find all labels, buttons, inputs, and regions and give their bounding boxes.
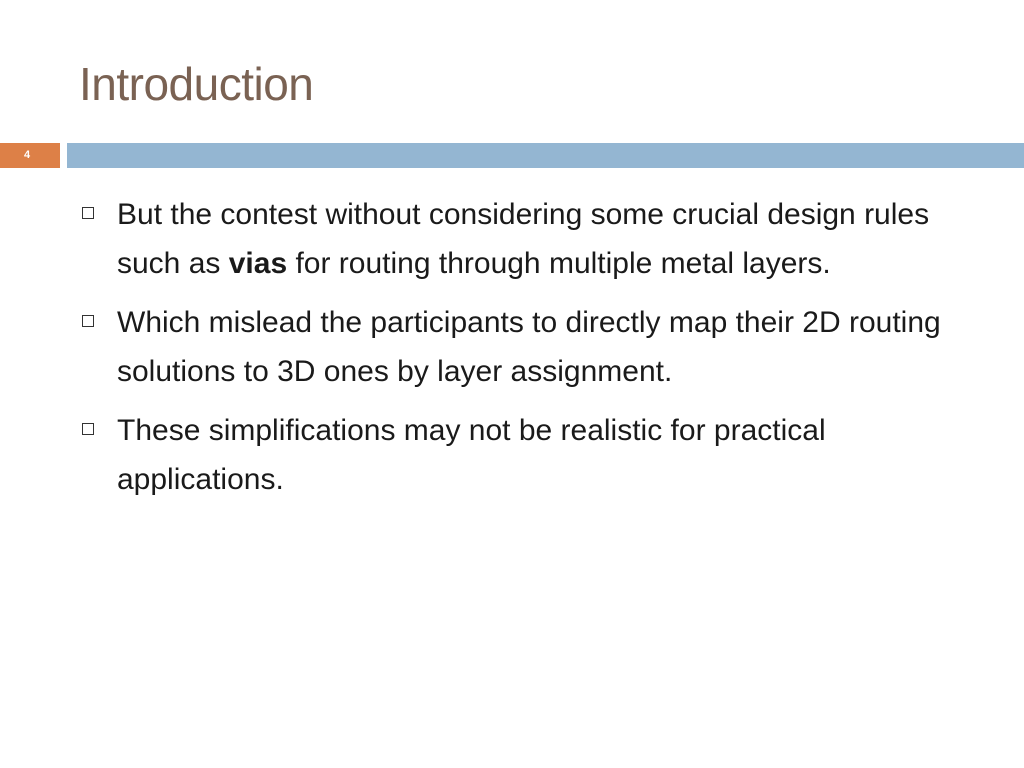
hollow-square-bullet-icon <box>82 423 94 435</box>
bullet-bold-term: vias <box>228 247 288 280</box>
hollow-square-bullet-icon <box>82 207 94 219</box>
slide-title: Introduction <box>79 58 314 110</box>
bullet-text: These simplifications may not be realistic for practical applications. <box>117 414 826 496</box>
bullet-item <box>80 298 1000 396</box>
bullet-text-end: for routing through multiple metal layers. <box>287 247 831 280</box>
bullet-list <box>80 190 1000 514</box>
hollow-square-bullet-icon <box>82 315 94 327</box>
bullet-text: Which mislead the participants to directly map their 2D routing solutions to 3D ones by layer assignment. <box>117 306 941 388</box>
title-divider-bar <box>67 143 1024 168</box>
bullet-item <box>80 190 1000 288</box>
bullet-text-start: But the contest without considering some crucial design rules such as <box>117 198 930 280</box>
slide-number-badge: 4 <box>0 143 60 168</box>
bullet-item <box>80 406 1000 504</box>
